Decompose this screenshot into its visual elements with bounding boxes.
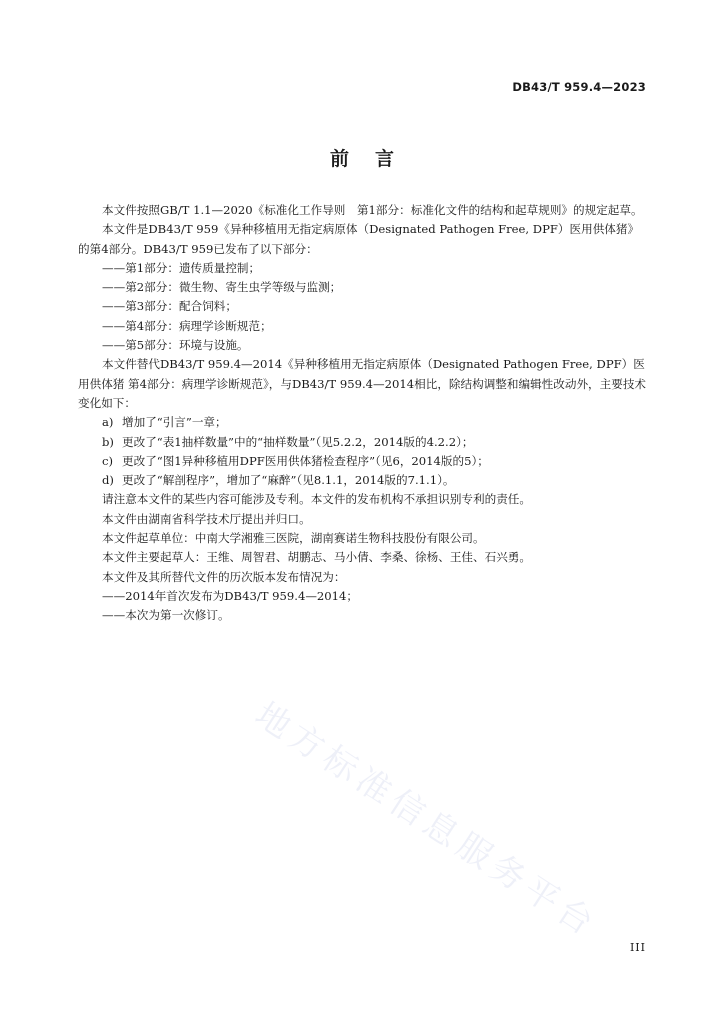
change-text: 增加了“引言”一章；: [122, 415, 227, 430]
page-title: 前言: [329, 148, 420, 170]
paragraph-drafting-units: 本文件起草单位：中南大学湘雅三医院，湖南赛诺生物科技股份有限公司。: [102, 531, 485, 546]
list-marker: a): [102, 415, 114, 430]
paragraph-drafting-basis: 本文件按照GB/T 1.1—2020《标准化工作导则 第1部分：标准化文件的结构和起草规则》的规定起草。: [102, 203, 643, 217]
paragraph-replacement: 本文件替代DB43/T 959.4—2014《异种移植用无指定病原体（Designated Pathogen Free, DPF）医用供体猪 第4部分：病理学诊断规范》，与DB43/T 959.4—2014相比，除结构调整和编辑性改动外，主要技术变化如下：: [78, 357, 647, 410]
history-list-item: ——2014年首次发布为DB43/T 959.4—2014；: [102, 588, 359, 603]
part-list-item: ——第5部分：环境与设施。: [102, 338, 249, 353]
list-marker: d): [102, 473, 114, 488]
part-list-item: ——第3部分：配合饲料；: [102, 299, 237, 314]
watermark: 地方标准信息服务平台: [247, 694, 606, 947]
list-marker: b): [102, 434, 114, 449]
change-list-item: [78, 433, 648, 452]
part-list-item: ——第1部分：遗传质量控制；: [102, 260, 261, 275]
document-body: [78, 201, 648, 626]
paragraph-patent-notice: 请注意本文件的某些内容可能涉及专利。本文件的发布机构不承担识别专利的责任。: [102, 492, 531, 507]
page-number: III: [629, 941, 646, 954]
paragraph-drafters: 本文件主要起草人：王维、周智君、胡鹏志、马小倩、李桑、徐杨、王佳、石兴勇。: [102, 550, 531, 565]
paragraph-series-intro: 本文件是DB43/T 959《异种移植用无指定病原体（Designated Pathogen Free, DPF）医用供体猪》的第4部分。DB43/T 959已发布了以下部分：: [78, 222, 640, 256]
part-list-item: ——第4部分：病理学诊断规范；: [102, 318, 272, 333]
change-list-item: [78, 452, 648, 471]
change-text: 更改了“解剖程序”，增加了“麻醉”（见8.1.1，2014版的7.1.1）。: [122, 473, 455, 488]
change-list-item: [78, 471, 648, 490]
part-list-item: ——第2部分：微生物、寄生虫学等级与监测；: [102, 280, 342, 295]
document-code: DB43/T 959.4—2023: [512, 80, 646, 94]
history-list-item: ——本次为第一次修订。: [102, 608, 230, 623]
paragraph-history-intro: 本文件及其所替代文件的历次版本发布情况为：: [102, 569, 346, 584]
change-list-item: [78, 413, 648, 432]
change-text: 更改了“图1异种移植用DPF医用供体猪检查程序”（见6，2014版的5）；: [122, 453, 489, 468]
list-marker: c): [102, 453, 114, 468]
paragraph-proposer: 本文件由湖南省科学技术厅提出并归口。: [102, 511, 311, 526]
change-text: 更改了“表1抽样数量”中的“抽样数量”（见5.2.2，2014版的4.2.2）；: [122, 434, 474, 449]
